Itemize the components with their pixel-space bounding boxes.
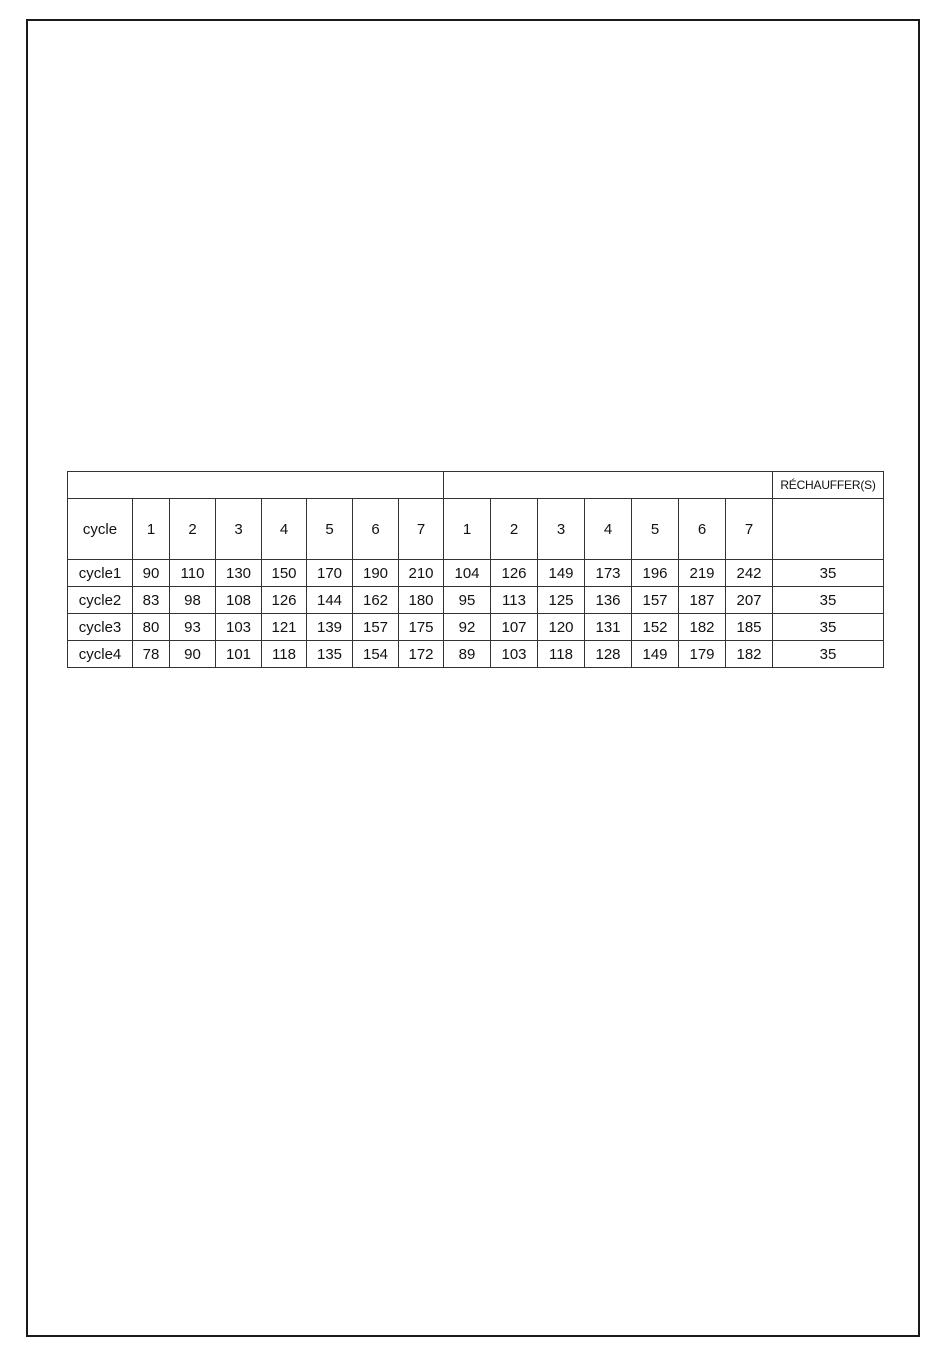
group2-cell: 179	[679, 641, 726, 668]
group2-cell: 173	[585, 560, 632, 587]
group2-cell: 103	[491, 641, 538, 668]
group1-cell: 90	[133, 560, 170, 587]
column-header-row	[68, 499, 884, 560]
group1-cell: 175	[399, 614, 444, 641]
group2-cell: 149	[538, 560, 585, 587]
group1-cell: 101	[216, 641, 262, 668]
rechauffer-cell: 35	[773, 587, 884, 614]
group2-column-header: 7	[726, 499, 773, 560]
group2-cell: 131	[585, 614, 632, 641]
group1-cell: 210	[399, 560, 444, 587]
group2-cell: 113	[491, 587, 538, 614]
group1-cell: 78	[133, 641, 170, 668]
group2-column-header: 2	[491, 499, 538, 560]
group1-cell: 139	[307, 614, 353, 641]
group1-cell: 170	[307, 560, 353, 587]
group1-column-header: 6	[353, 499, 399, 560]
group2-cell: 182	[726, 641, 773, 668]
group1-column-header: 7	[399, 499, 444, 560]
group1-cell: 150	[262, 560, 307, 587]
table-row	[68, 587, 884, 614]
group2-cell: 149	[632, 641, 679, 668]
group2-cell: 185	[726, 614, 773, 641]
group1-cell: 108	[216, 587, 262, 614]
group1-column-header: 5	[307, 499, 353, 560]
group1-column-header: 1	[133, 499, 170, 560]
group2-column-header: 3	[538, 499, 585, 560]
table-row	[68, 560, 884, 587]
group2-cell: 126	[491, 560, 538, 587]
row-label: cycle2	[68, 587, 133, 614]
group1-cell: 110	[170, 560, 216, 587]
group1-cell: 98	[170, 587, 216, 614]
corner-header: cycle	[68, 499, 133, 560]
group1-header-cell	[68, 472, 444, 499]
table-row	[68, 614, 884, 641]
group1-column-header: 4	[262, 499, 307, 560]
group1-cell: 144	[307, 587, 353, 614]
group1-cell: 172	[399, 641, 444, 668]
group2-cell: 95	[444, 587, 491, 614]
group2-cell: 89	[444, 641, 491, 668]
group2-cell: 128	[585, 641, 632, 668]
group2-cell: 157	[632, 587, 679, 614]
rechauffer-subheader	[773, 499, 884, 560]
group1-column-header: 2	[170, 499, 216, 560]
group2-cell: 242	[726, 560, 773, 587]
cycle-table	[67, 471, 884, 668]
table-row	[68, 641, 884, 668]
group-header-row	[68, 472, 884, 499]
group2-cell: 219	[679, 560, 726, 587]
group2-cell: 92	[444, 614, 491, 641]
rechauffer-cell: 35	[773, 614, 884, 641]
group1-cell: 130	[216, 560, 262, 587]
group2-cell: 152	[632, 614, 679, 641]
group2-cell: 118	[538, 641, 585, 668]
group2-column-header: 6	[679, 499, 726, 560]
group2-cell: 182	[679, 614, 726, 641]
group2-column-header: 5	[632, 499, 679, 560]
group2-column-header: 1	[444, 499, 491, 560]
group1-cell: 83	[133, 587, 170, 614]
group2-cell: 104	[444, 560, 491, 587]
group2-cell: 207	[726, 587, 773, 614]
group2-cell: 107	[491, 614, 538, 641]
group2-cell: 125	[538, 587, 585, 614]
group1-cell: 190	[353, 560, 399, 587]
group2-cell: 196	[632, 560, 679, 587]
group2-cell: 120	[538, 614, 585, 641]
rechauffer-header: RÉCHAUFFER(S)	[773, 472, 884, 499]
group1-cell: 121	[262, 614, 307, 641]
group1-cell: 118	[262, 641, 307, 668]
group1-column-header: 3	[216, 499, 262, 560]
group1-cell: 126	[262, 587, 307, 614]
row-label: cycle1	[68, 560, 133, 587]
rechauffer-cell: 35	[773, 641, 884, 668]
group1-cell: 135	[307, 641, 353, 668]
rechauffer-cell: 35	[773, 560, 884, 587]
group1-cell: 93	[170, 614, 216, 641]
page-border	[26, 19, 920, 1337]
group1-cell: 162	[353, 587, 399, 614]
group1-cell: 157	[353, 614, 399, 641]
group2-header-cell	[444, 472, 773, 499]
group1-cell: 90	[170, 641, 216, 668]
row-label: cycle3	[68, 614, 133, 641]
group1-cell: 80	[133, 614, 170, 641]
row-label: cycle4	[68, 641, 133, 668]
group2-cell: 136	[585, 587, 632, 614]
group2-cell: 187	[679, 587, 726, 614]
group2-column-header: 4	[585, 499, 632, 560]
group1-cell: 154	[353, 641, 399, 668]
group1-cell: 180	[399, 587, 444, 614]
group1-cell: 103	[216, 614, 262, 641]
